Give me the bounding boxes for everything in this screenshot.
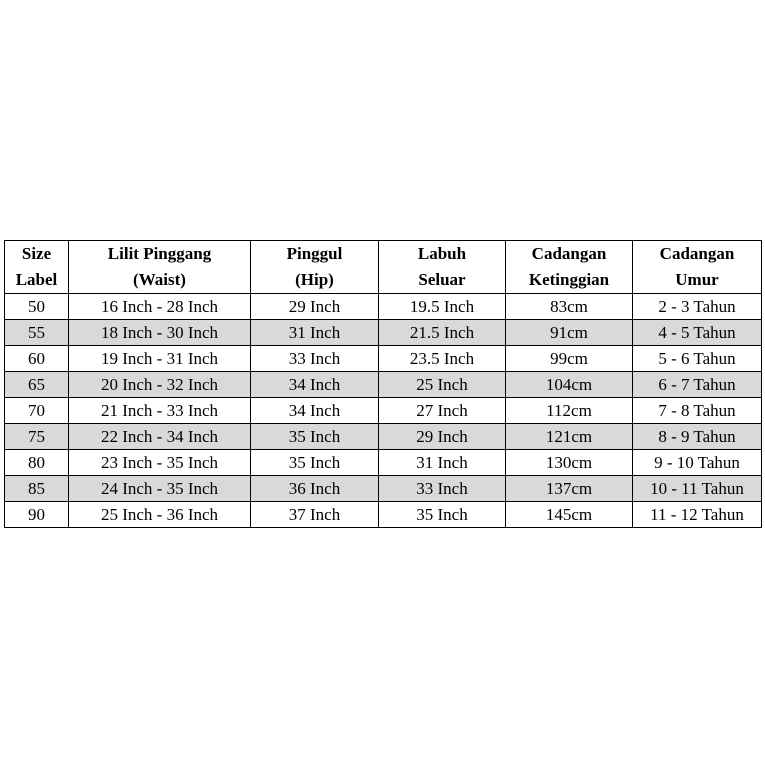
cell-hip: 31 Inch xyxy=(251,320,379,346)
table-row xyxy=(5,320,762,346)
cell-age: 9 - 10 Tahun xyxy=(633,450,762,476)
table-row xyxy=(5,476,762,502)
cell-age: 6 - 7 Tahun xyxy=(633,372,762,398)
cell-size-label: 90 xyxy=(5,502,69,528)
cell-trouser-length: 29 Inch xyxy=(379,424,506,450)
cell-size-label: 60 xyxy=(5,346,69,372)
table-row xyxy=(5,294,762,320)
cell-height: 91cm xyxy=(506,320,633,346)
cell-trouser-length: 19.5 Inch xyxy=(379,294,506,320)
cell-hip: 37 Inch xyxy=(251,502,379,528)
table-row xyxy=(5,346,762,372)
cell-waist: 18 Inch - 30 Inch xyxy=(69,320,251,346)
cell-size-label: 85 xyxy=(5,476,69,502)
cell-height: 121cm xyxy=(506,424,633,450)
table-row xyxy=(5,372,762,398)
header-row xyxy=(5,241,762,294)
header-age xyxy=(633,241,762,294)
cell-age: 8 - 9 Tahun xyxy=(633,424,762,450)
cell-height: 137cm xyxy=(506,476,633,502)
cell-height: 99cm xyxy=(506,346,633,372)
header-age-line: Umur xyxy=(675,270,719,289)
cell-waist: 20 Inch - 32 Inch xyxy=(69,372,251,398)
header-trouser-length-line: Labuh xyxy=(417,244,467,263)
cell-size-label: 80 xyxy=(5,450,69,476)
cell-trouser-length: 35 Inch xyxy=(379,502,506,528)
header-hip xyxy=(251,241,379,294)
cell-age: 5 - 6 Tahun xyxy=(633,346,762,372)
size-chart-table xyxy=(4,240,762,528)
header-hip-line: Pinggul xyxy=(286,244,343,263)
header-size-label-line: Size xyxy=(21,244,52,263)
cell-trouser-length: 27 Inch xyxy=(379,398,506,424)
cell-height: 83cm xyxy=(506,294,633,320)
cell-waist: 25 Inch - 36 Inch xyxy=(69,502,251,528)
cell-waist: 21 Inch - 33 Inch xyxy=(69,398,251,424)
table-row xyxy=(5,398,762,424)
cell-trouser-length: 31 Inch xyxy=(379,450,506,476)
cell-hip: 35 Inch xyxy=(251,424,379,450)
cell-hip: 33 Inch xyxy=(251,346,379,372)
table-header xyxy=(5,241,762,294)
cell-trouser-length: 33 Inch xyxy=(379,476,506,502)
cell-hip: 34 Inch xyxy=(251,372,379,398)
table-row xyxy=(5,424,762,450)
cell-age: 4 - 5 Tahun xyxy=(633,320,762,346)
cell-waist: 23 Inch - 35 Inch xyxy=(69,450,251,476)
cell-size-label: 65 xyxy=(5,372,69,398)
cell-height: 145cm xyxy=(506,502,633,528)
cell-age: 11 - 12 Tahun xyxy=(633,502,762,528)
cell-trouser-length: 25 Inch xyxy=(379,372,506,398)
header-age-line: Cadangan xyxy=(659,244,735,263)
cell-waist: 24 Inch - 35 Inch xyxy=(69,476,251,502)
header-height-line: Ketinggian xyxy=(528,270,610,289)
header-trouser-length-line: Seluar xyxy=(418,270,466,289)
cell-waist: 16 Inch - 28 Inch xyxy=(69,294,251,320)
header-height xyxy=(506,241,633,294)
cell-hip: 36 Inch xyxy=(251,476,379,502)
header-size-label-line: Label xyxy=(15,270,58,289)
cell-height: 130cm xyxy=(506,450,633,476)
cell-size-label: 55 xyxy=(5,320,69,346)
header-waist-line: Lilit Pinggang xyxy=(107,244,212,263)
cell-hip: 34 Inch xyxy=(251,398,379,424)
cell-waist: 22 Inch - 34 Inch xyxy=(69,424,251,450)
cell-trouser-length: 23.5 Inch xyxy=(379,346,506,372)
table-row xyxy=(5,502,762,528)
header-height-line: Cadangan xyxy=(531,244,607,263)
cell-hip: 35 Inch xyxy=(251,450,379,476)
table-body xyxy=(5,294,762,528)
cell-age: 10 - 11 Tahun xyxy=(633,476,762,502)
header-waist-line: (Waist) xyxy=(133,270,186,289)
header-trouser-length xyxy=(379,241,506,294)
header-hip-line: (Hip) xyxy=(295,270,334,289)
cell-size-label: 70 xyxy=(5,398,69,424)
header-waist xyxy=(69,241,251,294)
header-size-label xyxy=(5,241,69,294)
cell-size-label: 50 xyxy=(5,294,69,320)
table-row xyxy=(5,450,762,476)
cell-waist: 19 Inch - 31 Inch xyxy=(69,346,251,372)
cell-age: 7 - 8 Tahun xyxy=(633,398,762,424)
cell-height: 104cm xyxy=(506,372,633,398)
cell-age: 2 - 3 Tahun xyxy=(633,294,762,320)
cell-size-label: 75 xyxy=(5,424,69,450)
cell-height: 112cm xyxy=(506,398,633,424)
cell-trouser-length: 21.5 Inch xyxy=(379,320,506,346)
cell-hip: 29 Inch xyxy=(251,294,379,320)
